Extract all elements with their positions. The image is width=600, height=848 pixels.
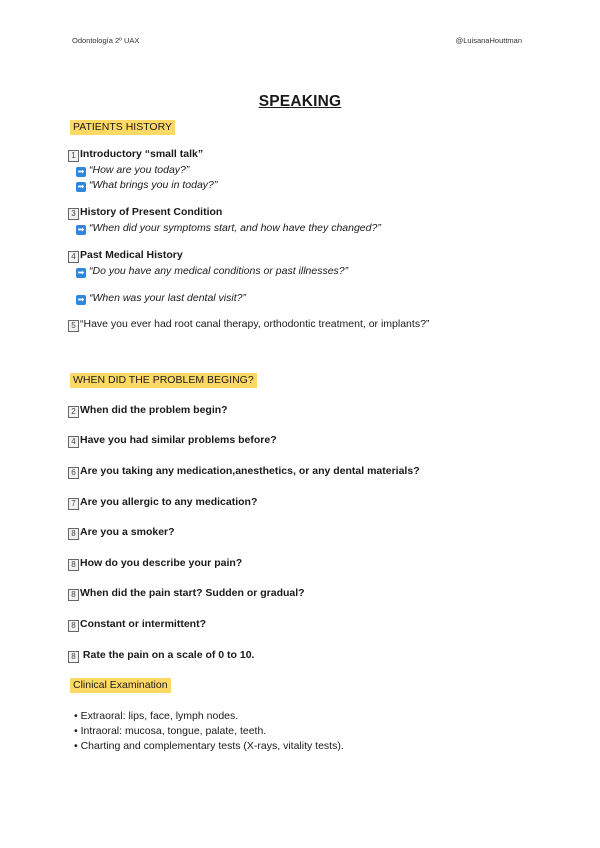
- history-q4-sub1-text: “Do you have any medical conditions or past illnesses?”: [89, 265, 349, 277]
- history-q4-sub2-text: “When was your last dental visit?”: [89, 292, 246, 304]
- keycap-number-icon: 8: [68, 651, 79, 663]
- problem-item-text: Constant or intermittent?: [80, 618, 206, 630]
- clinical-item: • Intraoral: mucosa, tongue, palate, teeth.: [74, 725, 267, 737]
- history-q4-text: Past Medical History: [80, 249, 183, 261]
- history-q5-text: “Have you ever had root canal therapy, orthodontic treatment, or implants?”: [80, 318, 430, 330]
- problem-item: [68, 587, 305, 601]
- history-q3-sub1-text: “When did your symptoms start, and how have they changed?”: [89, 222, 381, 234]
- history-q4-sub2: [76, 292, 246, 305]
- keycap-number-icon: 2: [68, 406, 79, 418]
- problem-item-text: When did the problem begin?: [80, 404, 228, 416]
- problem-item-text: Have you had similar problems before?: [80, 434, 277, 446]
- history-q1-sub1: [76, 164, 189, 177]
- clinical-item: • Extraoral: lips, face, lymph nodes.: [74, 710, 239, 722]
- history-q5: [68, 318, 429, 332]
- history-q1: [68, 148, 203, 162]
- keycap-number-icon: 5: [68, 320, 79, 332]
- section-when: WHEN DID THE PROBLEM BEGING?: [70, 373, 257, 388]
- keycap-number-icon: 1: [68, 150, 79, 162]
- keycap-number-icon: 4: [68, 436, 79, 448]
- problem-item: [68, 649, 254, 663]
- keycap-number-icon: 7: [68, 498, 79, 510]
- keycap-number-icon: 8: [68, 589, 79, 601]
- problem-item: [68, 404, 228, 418]
- history-q1-text: Introductory “small talk”: [80, 148, 204, 160]
- history-q3-sub1: [76, 222, 381, 235]
- problem-item: [68, 465, 420, 479]
- history-q3: [68, 206, 222, 220]
- problem-item-text: Are you allergic to any medication?: [80, 496, 258, 508]
- problem-item: [68, 434, 277, 448]
- header-left: Odontología 2º UAX: [72, 36, 140, 45]
- clinical-item: • Charting and complementary tests (X-rays, vitality tests).: [74, 740, 344, 752]
- problem-item-text: Rate the pain on a scale of 0 to 10.: [80, 649, 255, 661]
- right-arrow-icon: ➡: [77, 225, 85, 234]
- problem-item-text: Are you a smoker?: [80, 526, 175, 538]
- right-arrow-icon: ➡: [77, 268, 85, 277]
- right-arrow-icon: ➡: [77, 295, 85, 304]
- keycap-number-icon: 3: [68, 208, 79, 220]
- keycap-number-icon: 8: [68, 620, 79, 632]
- history-q4-sub1: [76, 265, 348, 278]
- problem-item-text: When did the pain start? Sudden or gradual?: [80, 587, 305, 599]
- problem-item-text: How do you describe your pain?: [80, 557, 243, 569]
- history-q3-text: History of Present Condition: [80, 206, 223, 218]
- problem-item: [68, 526, 175, 540]
- problem-item-text: Are you taking any medication,anesthetics, or any dental materials?: [80, 465, 420, 477]
- keycap-number-icon: 8: [68, 559, 79, 571]
- history-q4: [68, 249, 183, 263]
- history-q1-sub2-text: “What brings you in today?”: [89, 179, 218, 191]
- right-arrow-icon: ➡: [77, 167, 85, 176]
- page-title: SPEAKING: [258, 93, 342, 110]
- history-q1-sub2: [76, 179, 217, 192]
- history-q1-sub1-text: “How are you today?”: [89, 164, 190, 176]
- section-clinical: Clinical Examination: [70, 678, 171, 693]
- keycap-number-icon: 6: [68, 467, 79, 479]
- problem-item: [68, 496, 257, 510]
- keycap-number-icon: 4: [68, 251, 79, 263]
- section-patients-history: PATIENTS HISTORY: [70, 120, 175, 135]
- right-arrow-icon: ➡: [77, 182, 85, 191]
- problem-item: [68, 557, 242, 571]
- problem-item: [68, 618, 206, 632]
- header-right: @LuisanaHouttman: [455, 36, 522, 45]
- keycap-number-icon: 8: [68, 528, 79, 540]
